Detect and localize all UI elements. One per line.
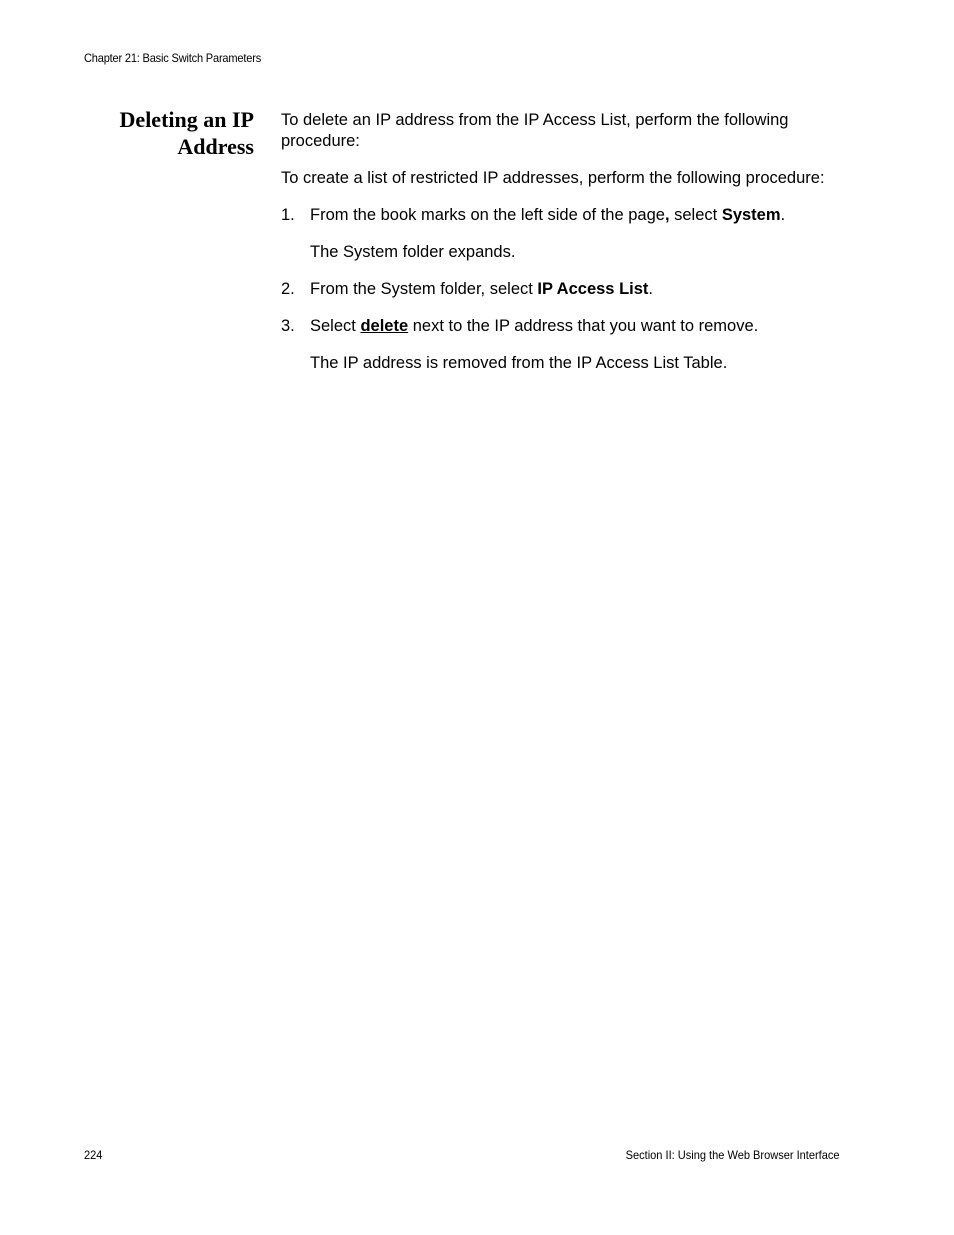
- step-comma: ,: [664, 206, 670, 224]
- step-text: From the System folder, select: [310, 280, 538, 298]
- delete-link[interactable]: delete: [360, 317, 409, 335]
- menu-item-ip-access-list: IP Access List: [537, 280, 649, 298]
- step-text-end: next to the IP address that you want to remove.: [408, 317, 759, 335]
- running-header: Chapter 21: Basic Switch Parameters: [84, 51, 262, 65]
- step-2: [281, 279, 841, 300]
- step-text: From the book marks on the left side of the page: [310, 206, 665, 224]
- step-3-result: The IP address is removed from the IP Access List Table.: [310, 354, 728, 372]
- step-text: Select: [310, 317, 361, 335]
- step-text-end: .: [648, 280, 653, 298]
- step-text-end: .: [780, 206, 786, 224]
- section-heading-line-2: Address: [177, 134, 254, 159]
- section-heading: [84, 106, 254, 160]
- step-number: 1.: [281, 206, 295, 224]
- page-number: 224: [84, 1148, 103, 1162]
- footer-section-title: Section II: Using the Web Browser Interface: [626, 1148, 840, 1162]
- menu-item-system: System: [721, 206, 781, 224]
- step-text-middle: select: [669, 206, 722, 224]
- intro-paragraph-2: To create a list of restricted IP addresses, perform the following procedure:: [281, 169, 825, 187]
- body-column: [281, 110, 841, 390]
- intro-paragraph: To delete an IP address from the IP Access List, perform the following procedure:: [281, 111, 789, 150]
- step-1-result: The System folder expands.: [310, 243, 516, 261]
- section-heading-line-1: Deleting an IP: [119, 107, 254, 132]
- step-1: [281, 205, 841, 226]
- step-3: [281, 316, 841, 337]
- step-number: 3.: [281, 317, 295, 335]
- step-number: 2.: [281, 280, 295, 298]
